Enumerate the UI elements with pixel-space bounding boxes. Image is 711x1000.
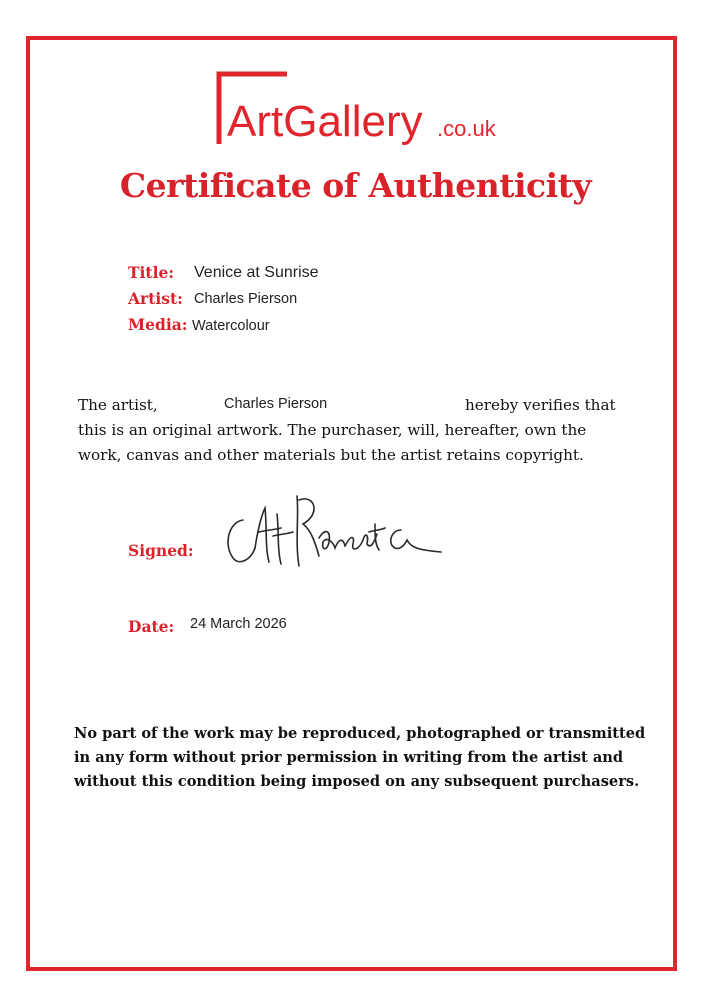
handwritten-signature [215, 486, 445, 576]
date-label: Date: [128, 617, 175, 636]
media-label: Media: [128, 315, 188, 334]
verification-suffix: hereby verifies that [465, 396, 616, 414]
copyright-notice-line-3: without this condition being imposed on any subsequent purchasers. [74, 773, 640, 790]
verification-line-3: work, canvas and other materials but the artist retains copyright. [78, 446, 584, 464]
signed-label: Signed: [128, 541, 194, 560]
logo-suffix-text: .co.uk [437, 116, 496, 141]
copyright-notice-line-2: in any form without prior permission in writing from the artist and [74, 749, 624, 766]
title-value: Venice at Sunrise [194, 264, 319, 281]
artist-label: Artist: [128, 289, 183, 308]
media-value: Watercolour [192, 318, 270, 334]
logo-main-text: ArtGallery [227, 97, 423, 146]
certificate-title: Certificate of Authenticity [119, 166, 592, 205]
copyright-notice-line-1: No part of the work may be reproduced, photographed or transmitted [74, 725, 646, 742]
title-label: Title: [128, 263, 175, 282]
verification-artist-name: Charles Pierson [224, 396, 328, 412]
date-value: 24 March 2026 [190, 616, 287, 632]
art-gallery-logo [215, 68, 515, 154]
verification-line-2: this is an original artwork. The purchaser, will, hereafter, own the [78, 421, 587, 439]
verification-prefix: The artist, [78, 396, 158, 414]
artist-value: Charles Pierson [194, 291, 298, 307]
